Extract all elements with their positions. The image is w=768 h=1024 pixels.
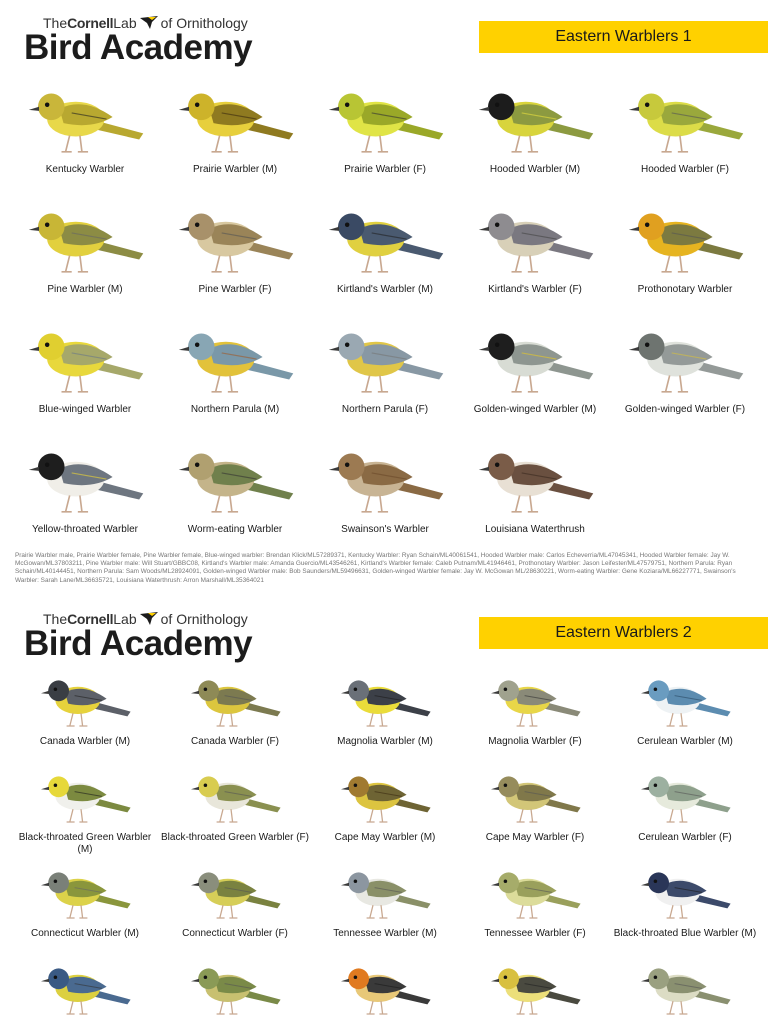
bird-illustration (465, 190, 605, 282)
bird-caption: Golden-winged Warbler (F) (624, 404, 746, 415)
bird-card (160, 70, 310, 176)
bird-card (310, 190, 460, 296)
bird-caption: Canada Warbler (M) (39, 736, 131, 747)
bird-illustration (615, 70, 755, 162)
bird-card (10, 430, 160, 536)
sheet-banner: Eastern Warblers 2 (479, 617, 768, 649)
bird-card (10, 662, 160, 748)
bird-illustration (465, 662, 605, 734)
bird-illustration (15, 950, 155, 1022)
bird-card (310, 430, 460, 536)
bird-card (610, 662, 760, 748)
bird-illustration (315, 950, 455, 1022)
bird-illustration (315, 190, 455, 282)
bird-illustration (15, 854, 155, 926)
bird-caption: Cerulean Warbler (F) (638, 832, 732, 843)
bird-card (460, 70, 610, 176)
bird-card (10, 950, 160, 1022)
bird-card (310, 758, 460, 844)
bird-card (10, 310, 160, 416)
bird-caption: Prothonotary Warbler (637, 284, 733, 295)
bird-illustration (615, 758, 755, 830)
bird-card (10, 758, 160, 856)
bird-illustration (315, 758, 455, 830)
bird-caption: Northern Parula (F) (341, 404, 429, 415)
bird-card (10, 854, 160, 940)
bird-illustration (315, 70, 455, 162)
brand-title: Bird Academy (24, 28, 253, 67)
bird-card (160, 190, 310, 296)
bird-illustration (465, 854, 605, 926)
bird-caption: Hooded Warbler (M) (489, 164, 581, 175)
bird-caption: Canada Warbler (F) (191, 736, 279, 747)
bird-illustration (15, 758, 155, 830)
bird-illustration (465, 758, 605, 830)
cornell-lab-logo: TheCornellLab of Ornithology (43, 15, 248, 31)
bird-illustration (165, 662, 305, 734)
bird-caption: Louisiana Waterthrush (485, 524, 585, 535)
bird-illustration (165, 190, 305, 282)
bird-card (610, 70, 760, 176)
bird-card (310, 70, 460, 176)
bird-caption: Worm-eating Warbler (187, 524, 283, 535)
bird-caption: Tennessee Warbler (F) (484, 928, 586, 939)
bird-card (10, 190, 160, 296)
bird-caption: Kentucky Warbler (45, 164, 125, 175)
bird-card (610, 854, 760, 940)
bird-illustration (315, 662, 455, 734)
bird-card (310, 662, 460, 748)
bird-illustration (615, 662, 755, 734)
bird-caption: Cerulean Warbler (M) (637, 736, 733, 747)
bird-card (310, 950, 460, 1022)
bird-caption: Swainson's Warbler (341, 524, 429, 535)
bird-card (160, 950, 310, 1022)
bird-illustration (465, 70, 605, 162)
bird-illustration (615, 854, 755, 926)
bird-caption: Black-throated Green Warbler (M) (18, 832, 152, 855)
bird-illustration (15, 70, 155, 162)
bird-illustration (15, 310, 155, 402)
bird-caption: Magnolia Warbler (M) (337, 736, 433, 747)
bird-illustration (165, 854, 305, 926)
bird-card (160, 854, 310, 940)
sheet-eastern-warblers-2 (0, 596, 768, 1024)
bird-caption: Pine Warbler (M) (47, 284, 123, 295)
bird-illustration (165, 70, 305, 162)
bird-card (610, 190, 760, 296)
photo-credits: Prairie Warbler male, Prairie Warbler female, Pine Warbler female, Blue-winged warbler: Brendan Klick/ML57289371, Kentucky Warbler: Ryan Schain/ML40061541, Hooded Warbler male: Carlos Echeverria/ML47045341, Hooded Warbler female: Jay W. McGowan/ML37803211, Pine Warbler male: Will Stuart/GBBC08, Kirtland's Warbler male: Amanda Guercio/ML43546261, Kirtland's Warbler female: Caleb Putnam/ML41946461, Prothonotary Warbler: Jason Leifester/ML47579751, Northern Parula: Ryan Schain/ML40144451, Northern Parula: Sam Woods/ML28924091, Golden-winged Warbler male: Bob Saunders/ML59496631, Golden-winged Warbler female: Jay W. McGowan ML/28630221, Worm-eating Warbler: Gene Koziara/ML66227771, Swainson's Warbler: Sarah Lane/ML36635721, Louisiana Waterthrush: Arron Marshall/ML35364021 (15, 552, 736, 584)
bird-caption: Connecticut Warbler (F) (182, 928, 288, 939)
bird-card (310, 854, 460, 940)
bird-card (160, 430, 310, 536)
bird-caption: Golden-winged Warbler (M) (473, 404, 597, 415)
bird-card (460, 950, 610, 1022)
brand-title: Bird Academy (24, 624, 253, 663)
bird-card (10, 70, 160, 176)
bird-caption: Magnolia Warbler (F) (488, 736, 582, 747)
bird-caption: Connecticut Warbler (M) (31, 928, 139, 939)
bird-caption: Black-throated Blue Warbler (M) (613, 928, 757, 939)
bird-caption: Prairie Warbler (F) (344, 164, 426, 175)
bird-illustration (15, 662, 155, 734)
bird-caption: Yellow-throated Warbler (32, 524, 138, 535)
bird-card (160, 662, 310, 748)
bird-illustration (165, 310, 305, 402)
bird-caption: Cape May Warbler (F) (485, 832, 585, 843)
bird-illustration (315, 310, 455, 402)
bird-caption: Black-throated Green Warbler (F) (160, 832, 309, 843)
bird-illustration (165, 758, 305, 830)
bird-card (160, 310, 310, 416)
bird-card (460, 758, 610, 844)
bird-caption: Northern Parula (M) (190, 404, 280, 415)
sheet-banner: Eastern Warblers 1 (479, 21, 768, 53)
bird-caption: Pine Warbler (F) (198, 284, 272, 295)
bird-illustration (165, 430, 305, 522)
bird-caption: Prairie Warbler (M) (192, 164, 278, 175)
bird-illustration (465, 310, 605, 402)
bird-caption: Tennessee Warbler (M) (333, 928, 437, 939)
bird-caption: Blue-winged Warbler (38, 404, 132, 415)
bird-illustration (615, 950, 755, 1022)
bird-illustration (315, 854, 455, 926)
bird-illustration (615, 190, 755, 282)
bird-illustration (615, 310, 755, 402)
bird-card (460, 662, 610, 748)
bird-card (610, 950, 760, 1022)
cornell-lab-logo: TheCornellLab of Ornithology (43, 611, 248, 627)
bird-card (460, 310, 610, 416)
bird-card (610, 758, 760, 844)
bird-caption: Cape May Warbler (M) (334, 832, 436, 843)
bird-card (460, 430, 610, 536)
bird-caption: Hooded Warbler (F) (641, 164, 729, 175)
bird-card (460, 854, 610, 940)
bird-illustration (465, 430, 605, 522)
bird-card (310, 310, 460, 416)
bird-card (610, 310, 760, 416)
bird-caption: Kirtland's Warbler (M) (337, 284, 433, 295)
bird-illustration (315, 430, 455, 522)
bird-illustration (15, 430, 155, 522)
bird-card (460, 190, 610, 296)
bird-illustration (465, 950, 605, 1022)
bird-illustration (165, 950, 305, 1022)
bird-card (160, 758, 310, 844)
bird-illustration (15, 190, 155, 282)
bird-caption: Kirtland's Warbler (F) (488, 284, 582, 295)
